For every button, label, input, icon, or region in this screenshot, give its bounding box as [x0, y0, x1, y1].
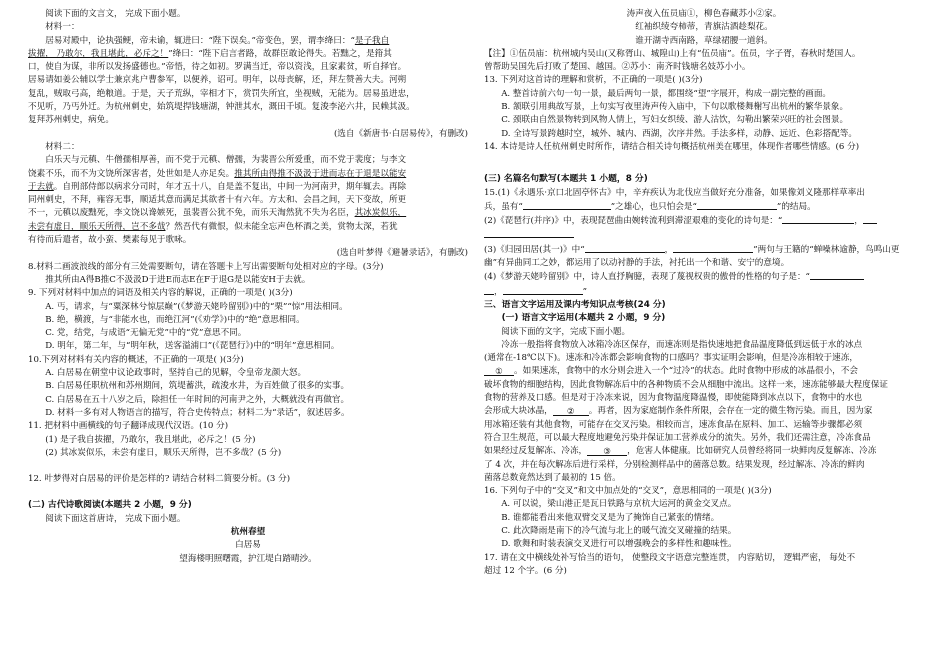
passage-line: 菌落总数竟然达到了最初的 15 倍。 — [484, 472, 621, 483]
option-c: C. 党，结党，与成语“无偏无党”中的“党”意思不同。 — [45, 328, 247, 339]
section-language-title: 三、语言文字运用及课内考知识点考核(24 分) — [484, 299, 666, 310]
underlined-sentence: 推其所由得推不汲汲于进而志在于退是以能安 — [234, 168, 407, 179]
right-column — [484, 0, 924, 578]
option-c: C. 白居易在五十八岁之后，除担任一年时间的河南尹之外，大概就没有再做官。 — [45, 394, 350, 405]
passage-line: (通常在-18℃以下)。速冻和冷冻都会影响食物的口感吗？事实证明会影响，但是冷冻相较于速冻， — [484, 353, 858, 364]
question-17: 17. 请在文中横线处补写恰当的语句， 使整段文字语意完整连贯， 内容贴切， 逻辑严密， 每处不 — [484, 552, 856, 563]
question-15-2: (2)《琵琶行(并序)》中，表现琵琶曲由婉转流利到滞涩艰难的变化的诗句是：“ ， — [484, 214, 924, 228]
material2-line: 于去就。自刑部侍郎以病求分司时，年才五十八，自是盖不复出，中间一为河南尹，期年辄去。再除 — [28, 181, 407, 192]
answer-blank[interactable] — [810, 270, 864, 280]
left-column — [28, 0, 468, 566]
option-d: D. 材料一多有对人物语言的描写，符合史传特点；材料二为“录话”，叙述居多。 — [45, 407, 350, 418]
question-8: 8.材料二画波浪线的部分有三处需要断句，请在答题卡上写出需要断句处相对应的字母。(3分) — [28, 261, 384, 272]
blank-2[interactable]: ② — [553, 406, 589, 416]
material2-line: 白乐天与元稹、牛僧孺相厚善，而不党于元稹、僧孺，为裴晋公所爱重，而不党于裴度；与李文 — [45, 155, 407, 166]
passage-line: 用冰箱还装有其他食物，可能存在交叉污染。相较而言，速冻食品在原料、加工、运输等步骤都必须 — [484, 419, 863, 430]
option-a: A. 可以说，梁山港正是瓦日铁路与京杭大运河的黄金交叉点。 — [501, 499, 737, 510]
material1-line: 居易请如姜公辅以学士兼京兆户曹参军，以便养，诏可。明年，以母丧解，还，拜左赞善大夫。河朔 — [28, 75, 407, 86]
question-15-1-cont: 兵，虽有“ ”之雄心，也只怕会是“ ”的结局。 — [484, 201, 816, 212]
subsection-title: (一) 语言文字运用(本题共 2 小题，9 分) — [501, 313, 666, 324]
intro-text: 阅读下面的文言文， 完成下面小题。 — [45, 9, 186, 19]
poem-note: 【注】①伍员庙：杭州城内吴山(又称胥山、城隍山)上有“伍员庙”。伍员，字子胥，春秋时楚国人。 — [484, 48, 861, 59]
poem-author: 白居易 — [235, 540, 261, 551]
underlined-sentence: 未尝有虚日，顺乐天所得，岂不多哉 — [28, 221, 166, 232]
material1-title: 材料一： — [45, 22, 80, 33]
poem-title: 杭州春望 — [230, 526, 266, 537]
question-15-1: 15.(1)《永遇乐·京口北固亭怀古》中，辛弃疾认为北伐应当做好充分准备，如果像刘义隆那样草率出 — [484, 187, 865, 198]
passage-line: 如果经过反复解冻、冷冻， ③ ，危害人体健康。比如研究人员曾经将同一块鲜肉反复解冻、冷冻 — [484, 446, 877, 458]
answer-blank[interactable] — [484, 228, 574, 238]
answer-line — [484, 228, 924, 242]
question-9: 9. 下列对材料中加点的词语及相关内容的解说，正确的一项是( )(3分) — [28, 288, 293, 299]
answer-blank[interactable] — [673, 243, 753, 253]
option-d: D. 明年，第二年，与“明年秋，送客溢浦口”(《琵琶行》)中的“明年”意思相同。 — [45, 341, 340, 352]
blank-3[interactable]: ③ — [587, 446, 627, 456]
underlined-sentence: 其冰炭似乐， — [354, 208, 407, 219]
question-11: 11. 把材料中画横线的句子翻译成现代汉语。(10 分) — [28, 421, 229, 432]
option-b: B. 谁都能看出来他双臂交叉是为了掩饰自己紧张的情绪。 — [501, 512, 720, 523]
poetry-intro: 阅读下面这首唐诗， 完成下面小题。 — [45, 513, 186, 524]
passage-line: 食物的营养及口感。但是对于冷冻来说，因为食物温度降温慢，即使能降到冰点以下，食物中的水也 — [484, 393, 863, 404]
answer-blank[interactable] — [782, 214, 854, 224]
question-16: 16. 下列句子中的“交叉”和文中加点处的“交叉”，意思相同的一项是( )(3分) — [484, 486, 772, 497]
answer-blank[interactable] — [585, 243, 665, 253]
material1-line: 拔擢， 乃敢尔，我且堪此，必斥之！”绛曰：“陛下启言者路，故群臣敢论得失。若黜之，是箝其 — [28, 48, 392, 59]
option-c: C. 此次降雨是南下的冷气流与北上的暖气流交叉碰撞的结果。 — [501, 525, 737, 536]
poem-line: 望海楼明照曙霞，护江堤白踏晴沙。 — [179, 553, 317, 564]
material1-line: 不见听，乃丐外迁。为杭州刺史，始筑堤捍钱塘湖，钟泄其水，溉田千顷。复浚李泌六井，民赖其汲。 — [28, 102, 415, 113]
option-b: B. 绝，横渡，与“非能水也，而绝江河”(《劝学》)中的“绝”意思相同。 — [45, 314, 305, 325]
option-d: D. 歌舞和时装表演交叉进行可以增强晚会的多样性和趣味性。 — [501, 539, 737, 550]
poem-line: 红袖织绫夸柿蒂，青旗沽酒趁梨花。 — [635, 22, 773, 33]
question-8-text: 推其所由A得B推C不汲汲D于进E而志E在F于退G是以能安H于去就。 — [45, 274, 311, 285]
question-15-4: (4)《梦游天姥吟留别》中，诗人直抒胸臆，表现了蔑视权贵的傲骨的性格的句子是：“ — [484, 270, 924, 284]
material1-line: 复乱，贼取弓高，绝粮道。于是，天子荒纵，宰相才下，赏罚失所宜，坐视贼，无能为。居易虽进忠， — [28, 88, 415, 99]
question-11-part2: (2) 其冰炭似乐，未尝有虚日，顺乐天所得，岂不多哉？(5 分) — [45, 447, 282, 458]
material1-line: 复拜苏州刺史，病免。 — [28, 115, 114, 126]
question-13: 13. 下列对这首诗的理解和赏析，不正确的一项是( )(3分) — [484, 75, 703, 86]
section-recitation-title: (三) 名篇名句默写(本题共 1 小题，8 分) — [484, 174, 648, 185]
material2-line: 同州刺史，不拜，雍容无事，顺适其意而满足其欲者十有六年。方太和、会昌之间，天下变故，所更 — [28, 195, 407, 206]
underlined-sentence: 于去就 — [28, 181, 54, 192]
answer-blank[interactable] — [863, 214, 877, 224]
question-10: 10.下列对材料有关内容的概述，不正确的一项是( )(3分) — [28, 354, 244, 365]
passage-line: 了 4 次，并在每次解冻后进行采样，分别检测样品中的菌落总数。结果发现，经过解冻、冷冻的鲜肉 — [484, 459, 865, 470]
option-b: B. 白居易任职杭州和苏州期间，筑堤蓄洪，疏浚水井，为百姓做了很多的实事。 — [45, 381, 350, 392]
question-15-4-cont: ， ” — [484, 285, 924, 299]
poem-line: 谁开湖寺西南路，草绿裙腰一道斜。 — [635, 35, 773, 46]
section-poetry-title: (二) 古代诗歌阅读(本题共 2 小题，9 分) — [28, 500, 192, 511]
poem-note: 曾帮助吴国先后打败了楚国、越国。②苏小：南齐时钱塘名妓苏小小。 — [484, 62, 751, 73]
material1-line: 居易对殿中，论执强鲠，帝未谕，辄进曰：“陛下误矣。”帝变色，罢，谓李绛曰：“是子我自 — [45, 35, 390, 46]
material1-line: 口，使自为谋，非所以发扬盛德也。”帝悟，待之如初。罗满当迁，帝以资浅，且家素贫，听自择官。 — [28, 62, 407, 73]
material2-line: 饶素不乐，而不为文饶所深害者，处世如是人亦足矣。推其所由得推不汲汲于进而志在于退是以能安 — [28, 168, 407, 179]
subsection-intro: 阅读下面的文字，完成下面小题。 — [501, 326, 631, 337]
poem-line: 涛声夜入伍员庙①，柳色春藏苏小②家。 — [626, 9, 782, 19]
answer-blank[interactable] — [523, 200, 611, 210]
option-a: A. 白居易在朝堂中议论政事时，坚持自己的见解，令皇帝龙颜大怒。 — [45, 368, 307, 379]
question-15-3: (3)《归园田居(其一)》中“ ， ”两句与王籍的“蝉噪林逾静，鸟鸣山更 — [484, 244, 900, 255]
question-17-cont: 超过 12 个字。(6 分) — [484, 565, 567, 576]
blank-1[interactable]: ① — [484, 366, 514, 376]
material2-source: (选自叶梦得《避暑录话》，有删改) — [336, 248, 468, 259]
question-14: 14. 本诗是诗人任杭州刺史时所作，请结合相关诗句概括杭州美在哪里，体现作者哪些情感。(6 分) — [484, 141, 860, 152]
underlined-sentence: 是子我自 — [354, 35, 390, 46]
underlined-sentence: 拔擢， 乃敢尔，我且堪此，必斥之！ — [28, 48, 169, 59]
answer-blank[interactable] — [484, 285, 494, 295]
passage-line: 符合卫生规范，可以最大程度地避免污染并保证加工营养成分的流失。另外，我们还需注意，冷冻食品 — [484, 432, 871, 443]
passage-line: 会形成大块冰晶， ② 。再者，因为家庭制作条件所限，会存在一定的微生物污染。而且，因为家 — [484, 406, 873, 418]
material2-line: 未尝有虚日，顺乐天所得，岂不多哉？然吾代有微恨，似未能全忘声色杯酒之美，赏物太深，若犹 — [28, 221, 398, 232]
material1-source: (选自《新唐书·白居易传》，有删改) — [333, 128, 468, 139]
question-12: 12. 叶梦得对白居易的评价是怎样的? 请结合材料二简要分析。(3 分) — [28, 474, 291, 485]
question-15-3-cont: 幽”有异曲同工之妙，都运用了以动衬静的手法，衬托出一个和谐、安宁的意境。 — [484, 258, 790, 269]
option-b: B. 颔联引用典故写景，上句实写夜里涛声传入庙中，下句以歌楼舞榭写出杭州的繁华景象。 — [501, 102, 849, 113]
option-c: C. 颈联由自然景物转到风物人情上，写妇女织绫、游人沽饮，勾勒出繁荣兴旺的社会图景。 — [501, 115, 849, 126]
question-11-part1: (1) 是子我自拔擢，乃敢尔，我且堪此，必斥之！(5 分) — [45, 434, 256, 445]
option-d: D. 全诗写景跨越时空，城外、城内、西湖，次序井然。手法多样，动静、远近、色彩搭配等。 — [501, 128, 857, 139]
option-a: A. 整首诗前六句一句一景，最后两句一景，都围绕“望”字展开，构成一副完整的画面。 — [501, 88, 832, 99]
passage-line: 破坏食物的细胞结构，因此食物解冻后中的各种物质不会从细胞中流出。这样一来，速冻能够最大程度保证 — [484, 379, 888, 390]
material2-line: 不一，元稹以废黜死，李文饶以谗嫉死，虽裴晋公犹不免，而乐天淘然犹不失为名臣，其冰炭似乐， — [28, 208, 407, 219]
passage-line: 冷冻一般指将食物放入冰箱冷冻区保存，而速冻则是指快速地把食品温度降低到远低于水的冰点 — [501, 339, 863, 350]
answer-blank[interactable] — [503, 285, 583, 295]
passage-line: ① 。如果速冻，食物中的水分则会进入一个“过冷”的状态。此时食物中形成的冰晶很小，不会 — [484, 365, 924, 378]
material2-line: 有待而后遣者，故小蛮、樊素每见于歌咏。 — [28, 235, 192, 246]
material2-title: 材料二： — [45, 141, 80, 152]
answer-blank[interactable] — [697, 200, 777, 210]
option-a: A. 丐，请求，与“粟深林兮惊层巅”(《梦游天姥吟留别》)中的“栗”“惊”用法相同。 — [45, 301, 348, 312]
